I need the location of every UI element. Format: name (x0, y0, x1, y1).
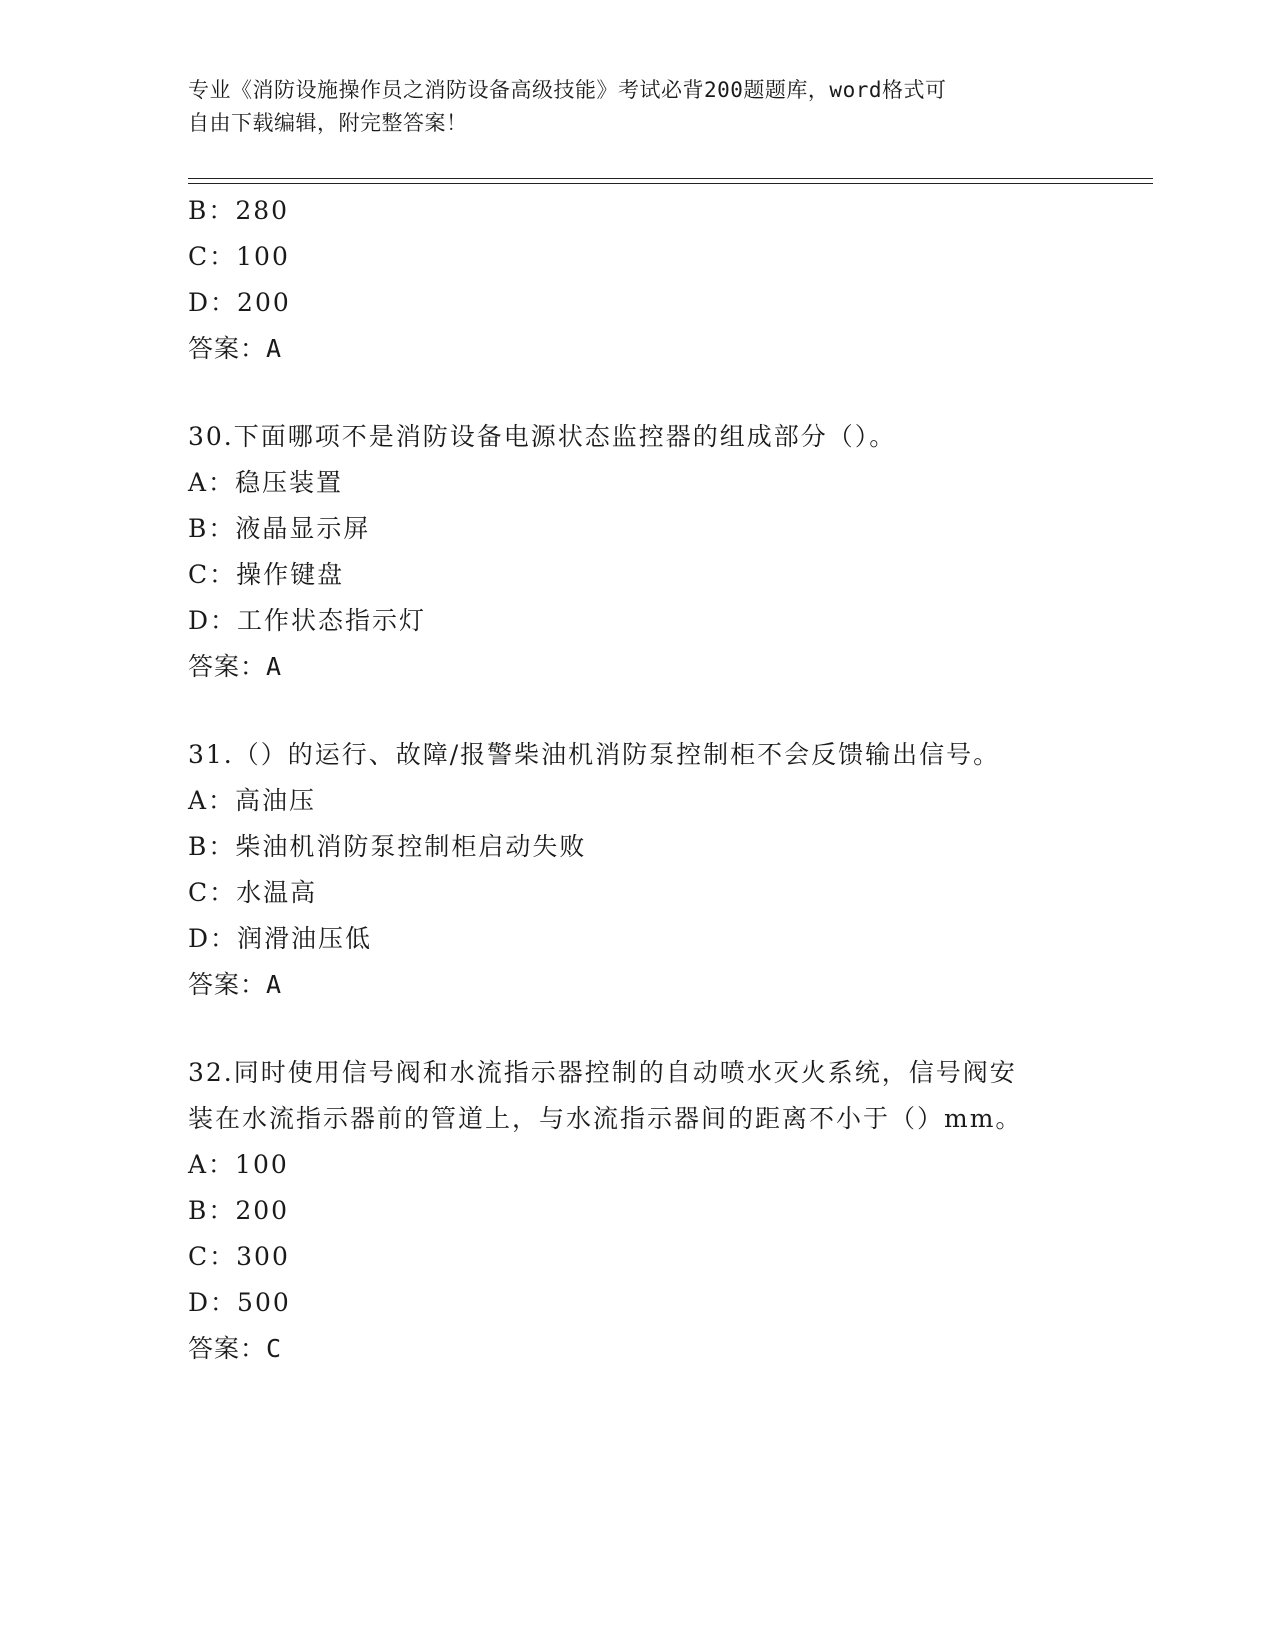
question-text-line-1: 32.同时使用信号阀和水流指示器控制的自动喷水灭火系统，信号阀安 (188, 1058, 1017, 1087)
option-d: D：工作状态指示灯 (188, 606, 427, 635)
question-text: 31.（）的运行、故障/报警柴油机消防泵控制柜不会反馈输出信号。 (188, 740, 1001, 769)
option-a: A：稳压装置 (188, 468, 344, 497)
question-block-30 (188, 414, 1088, 690)
option-c: C：水温高 (188, 878, 318, 907)
option-b: B：280 (188, 196, 290, 225)
header-line-2: 自由下载编辑，附完整答案！ (188, 111, 468, 135)
answer-label: 答案：A (188, 334, 283, 363)
option-b: B：液晶显示屏 (188, 514, 371, 543)
answer-label: 答案：C (188, 1334, 283, 1363)
question-block-31 (188, 732, 1088, 1008)
question-text: 30.下面哪项不是消防设备电源状态监控器的组成部分（）。 (188, 422, 897, 451)
answer-label: 答案：A (188, 652, 283, 681)
page-header (188, 74, 1068, 140)
option-a: A：高油压 (188, 786, 317, 815)
question-block-previous (188, 188, 1088, 372)
option-d: D：500 (188, 1288, 291, 1317)
header-line-1: 专业《消防设施操作员之消防设备高级技能》考试必背200题题库，word格式可 (188, 78, 947, 102)
question-block-32 (188, 1050, 1088, 1372)
option-b: B：柴油机消防泵控制柜启动失败 (188, 832, 587, 861)
header-divider-top (188, 178, 1153, 179)
question-text-line-2: 装在水流指示器前的管道上，与水流指示器间的距离不小于（）mm。 (188, 1104, 1023, 1133)
question-list (188, 188, 1088, 1372)
option-d: D：润滑油压低 (188, 924, 373, 953)
option-b: B：200 (188, 1196, 290, 1225)
answer-label: 答案：A (188, 970, 283, 999)
option-c: C：100 (188, 242, 290, 271)
header-divider-bottom (188, 183, 1153, 184)
option-c: C：操作键盘 (188, 560, 345, 589)
option-a: A：100 (188, 1150, 289, 1179)
option-d: D：200 (188, 288, 291, 317)
option-c: C：300 (188, 1242, 290, 1271)
